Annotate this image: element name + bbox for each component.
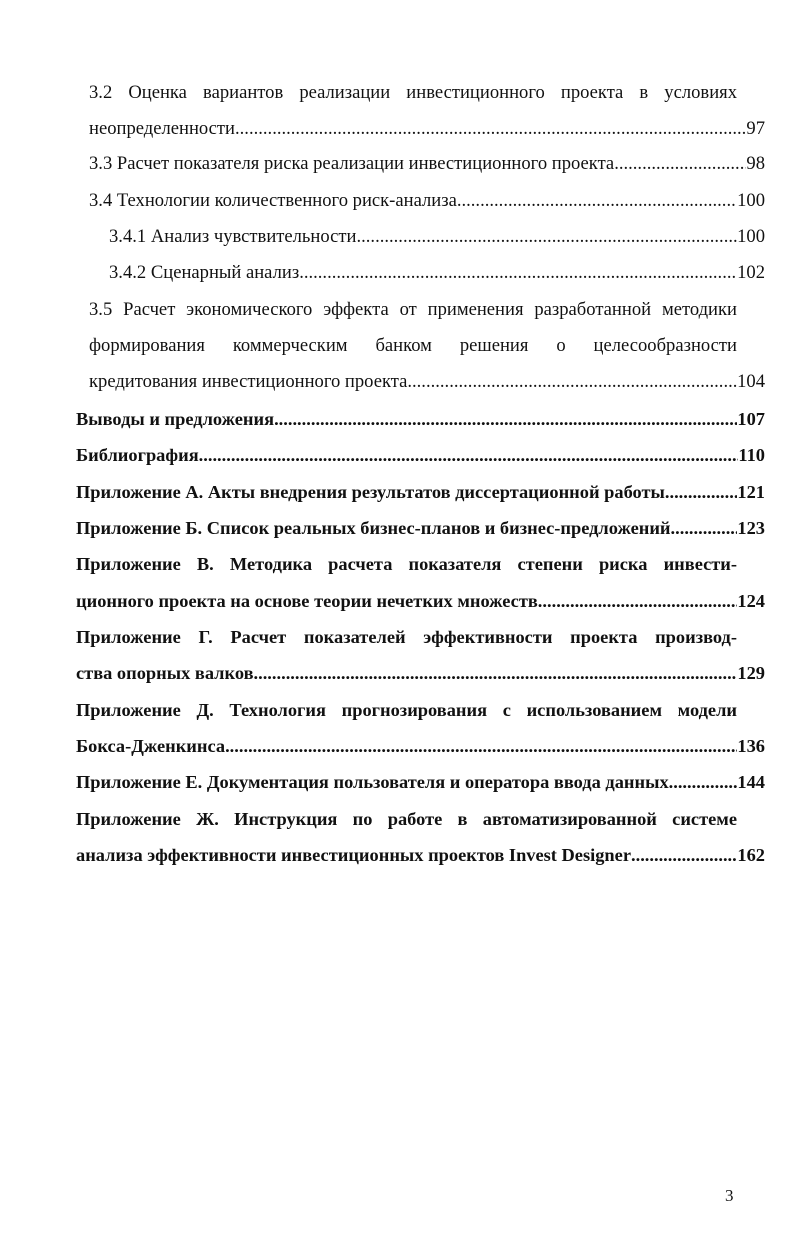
toc-page-number: 100 (737, 226, 765, 247)
toc-page-number: 100 (737, 190, 765, 211)
toc-entry-title: Приложение Е. Документация пользователя и оператора ввода данных (76, 772, 669, 792)
toc-entry-title: 3.4 Технологии количественного риск-анализа (89, 190, 457, 211)
dot-leader (538, 583, 738, 619)
toc-page-number: 136 (737, 736, 765, 756)
toc-entry-title: Приложение Б. Список реальных бизнес-планов и бизнес-предложений (76, 518, 671, 538)
toc-page-number: 110 (738, 445, 765, 465)
toc-entry-appendix-zh[interactable] (76, 837, 765, 873)
toc-entry-title: неопределенности (89, 118, 235, 139)
toc-page-number: 107 (737, 409, 765, 429)
toc-entry-appendix-g-line1: Приложение Г. Расчет показателей эффективности проекта производ- (76, 627, 737, 647)
toc-entry-3-5[interactable] (89, 364, 765, 400)
toc-entry-appendix-v[interactable] (76, 583, 765, 619)
dot-leader (457, 183, 737, 219)
toc-entry-title: анализа эффективности инвестиционных проектов Invest Designer (76, 845, 631, 865)
dot-leader (669, 764, 738, 800)
toc-page-number: 104 (737, 371, 765, 392)
toc-page-number: 97 (746, 118, 765, 139)
dot-leader (356, 219, 737, 255)
toc-entry-title: Выводы и предложения (76, 409, 275, 429)
dot-leader (225, 728, 737, 764)
toc-entry-3-4-1[interactable] (109, 219, 765, 255)
toc-entry-3-5-line2: формирования коммерческим банком решения о целесообразности (89, 335, 737, 356)
toc-page-number: 144 (737, 772, 765, 792)
toc-entry-title: Приложение А. Акты внедрения результатов диссертационной работы (76, 482, 665, 502)
toc-entry-appendix-e[interactable] (76, 764, 765, 800)
dot-leader (254, 655, 738, 691)
dot-leader (407, 364, 737, 400)
toc-entry-bibliography[interactable] (76, 437, 765, 473)
toc-page-number: 124 (737, 591, 765, 611)
toc-entry-3-4[interactable] (89, 183, 765, 219)
dot-leader (631, 837, 737, 873)
toc-entry-title: ства опорных валков (76, 663, 254, 683)
toc-entry-appendix-a[interactable] (76, 474, 765, 510)
toc-entry-title: 3.4.1 Анализ чувствительности (109, 226, 357, 247)
dot-leader (614, 146, 746, 182)
toc-entry-appendix-d-line1: Приложение Д. Технология прогнозирования с использованием модели (76, 700, 737, 720)
toc-page-number: 129 (737, 663, 765, 683)
toc-entry-appendix-g[interactable] (76, 655, 765, 691)
toc-entry-appendix-d[interactable] (76, 728, 765, 764)
toc-page-number: 121 (737, 482, 765, 502)
toc-entry-title: Библиография (76, 445, 199, 465)
toc-page-number: 162 (737, 845, 765, 865)
dot-leader (299, 255, 737, 291)
toc-entry-title: 3.3 Расчет показателя риска реализации инвестиционного проекта (89, 153, 615, 174)
toc-entry-conclusions[interactable] (76, 401, 765, 437)
toc-entry-title: кредитования инвестиционного проекта (89, 371, 408, 392)
toc-entry-appendix-b[interactable] (76, 510, 765, 546)
toc-entry-title: 3.4.2 Сценарный анализ (109, 262, 300, 283)
dot-leader (199, 437, 739, 473)
dot-leader (235, 111, 746, 147)
toc-entry-3-4-2[interactable] (109, 255, 765, 291)
dot-leader (274, 401, 737, 437)
toc-entry-title: Бокса-Дженкинса (76, 736, 226, 756)
dot-leader (665, 474, 738, 510)
toc-entry-appendix-zh-line1: Приложение Ж. Инструкция по работе в автоматизированной системе (76, 809, 737, 829)
dot-leader (671, 510, 738, 546)
toc-page-number: 102 (737, 262, 765, 283)
toc-entry-3-2[interactable] (89, 111, 765, 147)
toc-page-number: 123 (737, 518, 765, 538)
toc-page-number: 98 (746, 153, 765, 174)
toc-entry-3-5-line1: 3.5 Расчет экономического эффекта от применения разработанной методики (89, 299, 737, 320)
toc-entry-title: ционного проекта на основе теории нечетких множеств (76, 591, 538, 611)
toc-entry-3-3[interactable] (89, 146, 765, 182)
toc-entry-3-2-line1: 3.2 Оценка вариантов реализации инвестиционного проекта в условиях (89, 82, 737, 103)
page-number: 3 (725, 1186, 734, 1205)
toc-entry-appendix-v-line1: Приложение В. Методика расчета показателя степени риска инвести- (76, 554, 737, 574)
